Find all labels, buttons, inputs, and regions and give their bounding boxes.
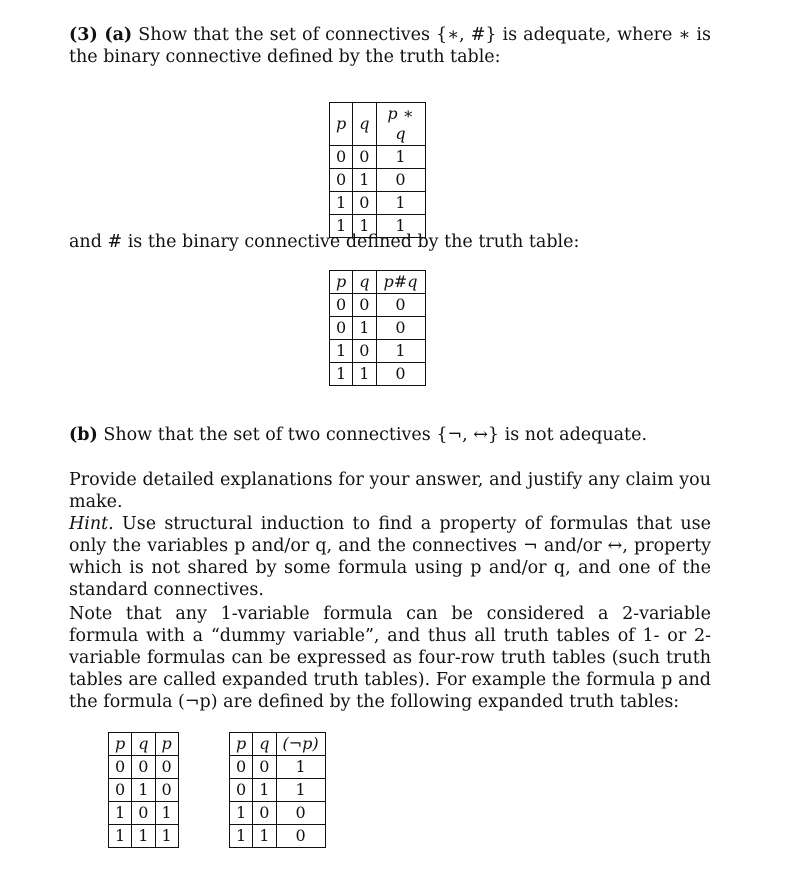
table-header: p (230, 733, 253, 756)
table-cell: 1 (353, 363, 376, 386)
table-cell: 1 (330, 192, 353, 215)
table-cell: 0 (230, 756, 253, 779)
hint-text: Use structural induction to find a property of formulas that use only the variables p and/or q, and the connectives ¬ and/or ↔, property which is not shared by some formula using p and/or q, and one of the standard connectives. (69, 514, 711, 600)
table-cell: 1 (376, 340, 425, 363)
table-cell: 0 (276, 802, 325, 825)
table-cell: 1 (230, 802, 253, 825)
table-row (109, 825, 179, 848)
table-cell: 0 (376, 317, 425, 340)
table-cell: 1 (276, 756, 325, 779)
table-cell: 1 (353, 317, 376, 340)
table-cell: 1 (353, 169, 376, 192)
table-header: p ∗ q (376, 103, 425, 146)
table-row (330, 363, 426, 386)
table-row (330, 317, 426, 340)
hash-intro-paragraph: and # is the binary connective defined by the truth table: (69, 232, 580, 252)
table-row (109, 779, 179, 802)
table-cell: 0 (132, 756, 155, 779)
table-cell: 1 (132, 779, 155, 802)
table-header: p (109, 733, 132, 756)
truth-table-star (329, 102, 426, 238)
table-cell: 0 (155, 779, 178, 802)
table-cell: 1 (330, 215, 353, 238)
table-cell: 1 (330, 363, 353, 386)
table-cell: 0 (330, 317, 353, 340)
table-cell: 1 (253, 825, 276, 848)
part-b-paragraph (69, 424, 711, 446)
table-cell: 0 (109, 779, 132, 802)
table-cell: 1 (132, 825, 155, 848)
table-cell: 1 (276, 779, 325, 802)
hint-paragraph (69, 513, 711, 601)
table-cell: 1 (109, 802, 132, 825)
table-row (109, 802, 179, 825)
note-paragraph: Note that any 1-variable formula can be considered a 2-variable formula with a “dummy variable”, and thus all truth tables of 1- or 2-variable formulas can be expressed as four-row truth tables (such truth tables are called expanded truth tables). For example the formula p and the formula (¬p) are defined by the following expanded truth tables: (69, 604, 711, 712)
part-a-paragraph (69, 24, 711, 68)
part-a-text: Show that the set of connectives {∗, #} is adequate, where ∗ is the binary connective defined by the truth table: (69, 25, 711, 67)
table-header: q (132, 733, 155, 756)
table-header: q (253, 733, 276, 756)
truth-table-hash (329, 270, 426, 386)
table-cell: 0 (253, 756, 276, 779)
table-header: q (353, 103, 376, 146)
table-cell: 0 (230, 779, 253, 802)
table-cell: 0 (253, 802, 276, 825)
table-header: q (353, 271, 376, 294)
table-cell: 0 (330, 294, 353, 317)
table-cell: 0 (353, 340, 376, 363)
table-cell: 1 (155, 802, 178, 825)
table-cell: 1 (353, 215, 376, 238)
table-row (330, 146, 426, 169)
table-cell: 0 (353, 192, 376, 215)
table-row (230, 802, 326, 825)
table-header: p#q (376, 271, 425, 294)
table-row (230, 756, 326, 779)
table-header: p (155, 733, 178, 756)
truth-table-not-p (229, 732, 326, 848)
table-cell: 1 (155, 825, 178, 848)
truth-table-p (108, 732, 179, 848)
table-row (109, 756, 179, 779)
table-cell: 0 (376, 294, 425, 317)
part-a-label: (3) (a) (69, 25, 133, 45)
table-cell: 1 (376, 215, 425, 238)
table-row (330, 294, 426, 317)
table-cell: 0 (353, 294, 376, 317)
table-cell: 1 (330, 340, 353, 363)
provide-paragraph: Provide detailed explanations for your answer, and justify any claim you make. (69, 470, 711, 512)
part-b-text: Show that the set of two connectives {¬, ↔} is not adequate. (103, 425, 648, 445)
table-row (330, 169, 426, 192)
table-cell: 1 (376, 146, 425, 169)
table-cell: 0 (109, 756, 132, 779)
table-row (330, 192, 426, 215)
table-row (230, 779, 326, 802)
table-cell: 0 (330, 146, 353, 169)
table-cell: 1 (230, 825, 253, 848)
table-row (230, 825, 326, 848)
table-header: p (330, 103, 353, 146)
table-cell: 0 (330, 169, 353, 192)
table-cell: 0 (132, 802, 155, 825)
table-cell: 1 (253, 779, 276, 802)
part-b-label: (b) (69, 425, 98, 445)
table-cell: 0 (353, 146, 376, 169)
table-cell: 1 (376, 192, 425, 215)
table-cell: 0 (376, 363, 425, 386)
hint-label: Hint. (69, 514, 114, 534)
table-header: p (330, 271, 353, 294)
table-cell: 0 (276, 825, 325, 848)
table-cell: 0 (376, 169, 425, 192)
table-cell: 1 (109, 825, 132, 848)
table-header: (¬p) (276, 733, 325, 756)
table-cell: 0 (155, 756, 178, 779)
table-row (330, 340, 426, 363)
